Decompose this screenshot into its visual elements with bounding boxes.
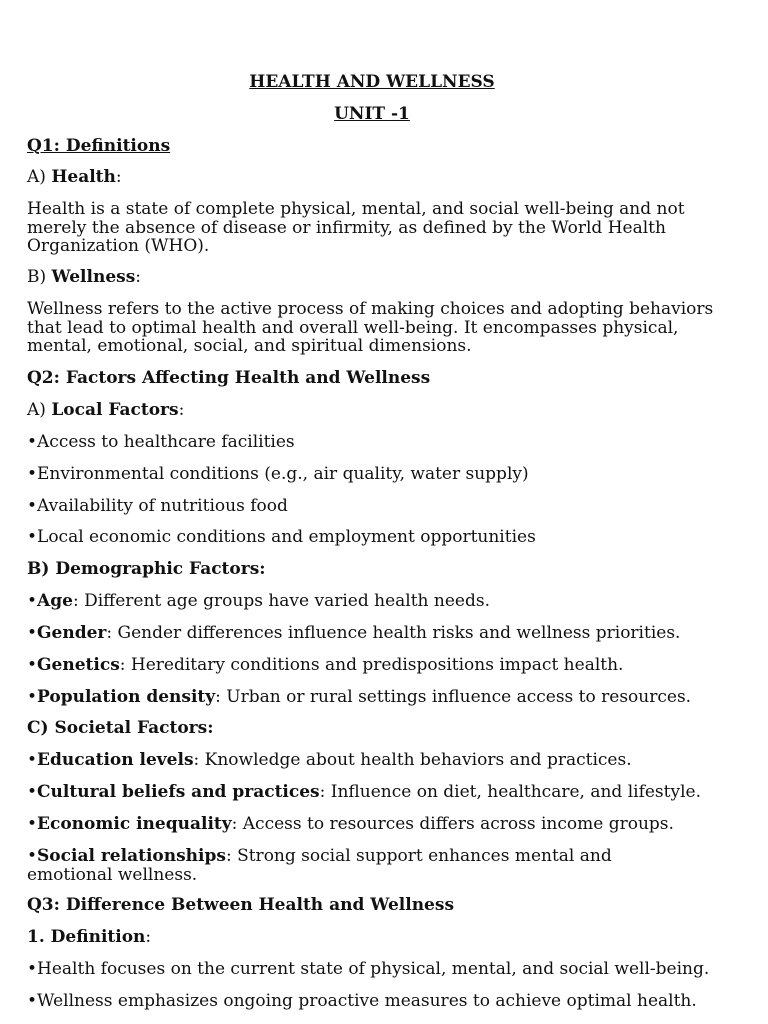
factor-text: : Access to resources differs across income groups. [231, 814, 674, 834]
factor-term: Genetics [37, 655, 120, 675]
bullet: • [27, 623, 38, 643]
factor-term: Education levels [37, 750, 194, 770]
demographic-factor-item [27, 592, 490, 611]
q1-b-paragraph: Wellness refers to the active process of making choices and adopting behaviors that lead to optimal health and overall well-being. It encompasses physical, mental, emotional, social, and spiritual dimensions. [27, 299, 714, 356]
factor-term: Population density [37, 687, 216, 707]
factor-term: Gender [37, 623, 107, 643]
unit-heading: UNIT -1 [334, 104, 410, 124]
local-factor-item: •Local economic conditions and employment opportunities [27, 527, 536, 547]
q1-a-paragraph: Health is a state of complete physical, mental, and social well-being and not merely the absence of disease or infirmity, as defined by the World Health Organization (WHO). [27, 199, 685, 256]
q1-heading: Q1: Definitions [27, 136, 171, 156]
factor-term: Social relationships [37, 846, 226, 866]
q1-a-prefix: A) [27, 167, 52, 187]
q1-b-prefix: B) [27, 267, 52, 287]
bullet: • [27, 687, 38, 707]
q1-a-term: Health [51, 167, 116, 187]
societal-factor-item [27, 783, 701, 802]
factor-text: : Hereditary conditions and predispositions impact health. [119, 655, 624, 675]
factor-text: : Knowledge about health behaviors and practices. [193, 750, 632, 770]
q1-b-term: Wellness [51, 267, 136, 287]
factor-text: : Urban or rural settings influence access to resources. [215, 687, 692, 707]
q1-a-label [27, 168, 122, 187]
q2-b-heading: B) Demographic Factors: [27, 559, 266, 579]
document-title: HEALTH AND WELLNESS [249, 72, 495, 92]
factor-text: : Different age groups have varied health needs. [72, 591, 490, 611]
q1-a-colon: : [115, 167, 122, 187]
demographic-factor-item [27, 688, 691, 707]
factor-text: : Gender differences influence health risks and wellness priorities. [106, 623, 681, 643]
factor-term: Economic inequality [37, 814, 232, 834]
q3-item1-colon: : [145, 927, 152, 947]
q1-b-colon: : [135, 267, 142, 287]
bullet: • [27, 782, 38, 802]
local-factor-item: •Environmental conditions (e.g., air quality, water supply) [27, 464, 529, 484]
q2-a-label [27, 401, 184, 420]
q3-item1-label [27, 928, 151, 947]
q2-a-term: Local Factors [51, 400, 179, 420]
societal-factor-item [27, 815, 674, 834]
demographic-factor-item [27, 656, 623, 675]
bullet: • [27, 846, 38, 866]
q2-heading: Q2: Factors Affecting Health and Wellness [27, 368, 431, 388]
societal-factor-item [27, 847, 687, 884]
factor-text: : Strong social support enhances mental and emotional wellness. [27, 846, 612, 885]
factor-text: : Influence on diet, healthcare, and lifestyle. [319, 782, 701, 802]
bullet: • [27, 750, 38, 770]
local-factor-item: •Availability of nutritious food [27, 496, 288, 516]
q2-c-heading: C) Societal Factors: [27, 718, 214, 738]
q3-point: •Wellness emphasizes ongoing proactive measures to achieve optimal health. [27, 991, 697, 1011]
q3-heading: Q3: Difference Between Health and Wellness [27, 895, 455, 915]
q3-item1-term: 1. Definition [27, 927, 146, 947]
q1-b-label [27, 268, 141, 287]
societal-factor-item [27, 751, 632, 770]
q2-a-prefix: A) [27, 400, 52, 420]
bullet: • [27, 655, 38, 675]
demographic-factor-item [27, 624, 680, 643]
bullet: • [27, 814, 38, 834]
local-factor-item: •Access to healthcare facilities [27, 432, 295, 452]
q3-point: •Health focuses on the current state of physical, mental, and social well-being. [27, 959, 710, 979]
factor-term: Cultural beliefs and practices [37, 782, 320, 802]
factor-term: Age [37, 591, 73, 611]
bullet: • [27, 591, 38, 611]
q2-a-colon: : [178, 400, 185, 420]
